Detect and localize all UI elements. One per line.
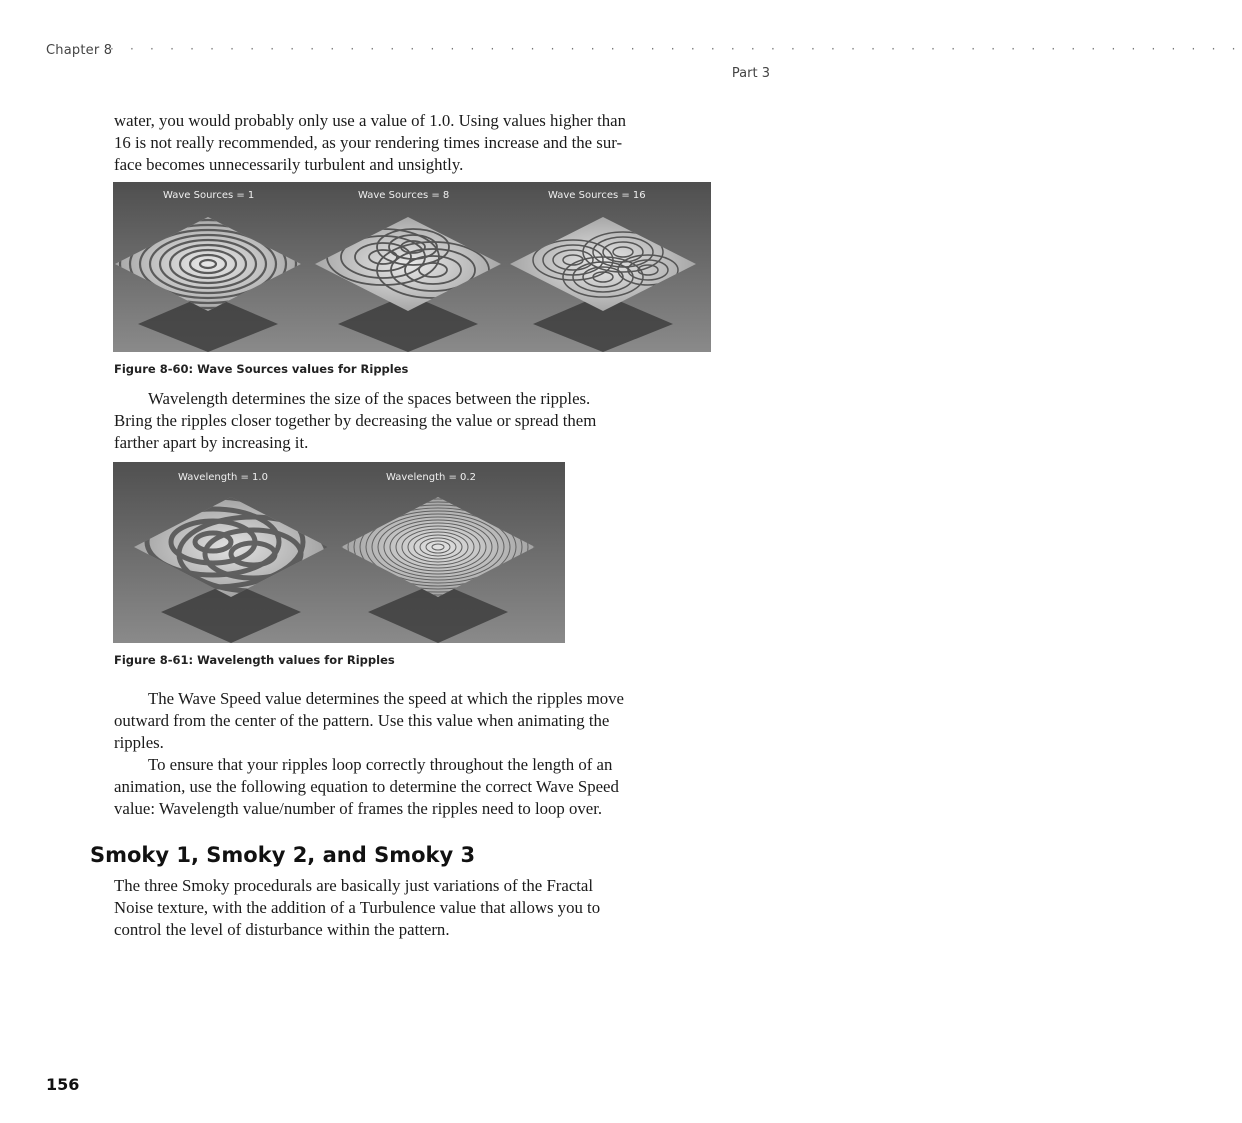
- text-line: The three Smoky procedurals are basically just variations of the Fractal: [114, 876, 594, 895]
- figure-label: Wave Sources = 1: [163, 190, 255, 201]
- paragraph-wave-speed: [114, 688, 714, 754]
- figure-8-61-image: [113, 462, 565, 643]
- figure-8-60-caption: Figure 8-60: Wave Sources values for Ripples: [114, 362, 409, 376]
- text-line: animation, use the following equation to determine the correct Wave Speed: [114, 777, 619, 796]
- text-line: Bring the ripples closer together by decreasing the value or spread them: [114, 411, 597, 430]
- header-dot-leader: · · · · · · · · · · · · · · · · · · · · · · · · · · · · · · · · · · · · · · · · · · · · · · · · · · · · · · · · ·: [110, 42, 1242, 56]
- text-line: Noise texture, with the addition of a Turbulence value that allows you to: [114, 898, 601, 917]
- text-line: farther apart by increasing it.: [114, 433, 309, 452]
- figure-label: Wavelength = 1.0: [178, 472, 268, 483]
- page-number: 156: [46, 1075, 80, 1094]
- text-line: To ensure that your ripples loop correctly throughout the length of an: [148, 755, 613, 774]
- paragraph-smoky: [114, 875, 714, 941]
- text-line: face becomes unnecessarily turbulent and unsightly.: [114, 155, 464, 174]
- figure-8-61-caption: Figure 8-61: Wavelength values for Ripples: [114, 653, 395, 667]
- figure-8-60-image: [113, 182, 711, 352]
- text-line: Wavelength determines the size of the spaces between the ripples.: [148, 389, 591, 408]
- paragraph-intro: [114, 110, 714, 176]
- figure-label: Wavelength = 0.2: [386, 472, 476, 483]
- section-heading: Smoky 1, Smoky 2, and Smoky 3: [90, 843, 476, 867]
- paragraph-loop: [114, 754, 714, 820]
- figure-label: Wave Sources = 8: [358, 190, 450, 201]
- paragraph-wavelength: [114, 388, 714, 454]
- text-line: value: Wavelength value/number of frames the ripples need to loop over.: [114, 799, 603, 818]
- text-line: outward from the center of the pattern. Use this value when animating the: [114, 711, 610, 730]
- figure-label: Wave Sources = 16: [548, 190, 646, 201]
- text-line: water, you would probably only use a value of 1.0. Using values higher than: [114, 111, 626, 130]
- text-line: The Wave Speed value determines the speed at which the ripples move: [148, 689, 624, 708]
- text-line: 16 is not really recommended, as your rendering times increase and the sur-: [114, 133, 623, 152]
- running-header-part: Part 3: [731, 66, 770, 81]
- text-line: ripples.: [114, 733, 164, 752]
- text-line: control the level of disturbance within the pattern.: [114, 920, 450, 939]
- running-header-chapter: Chapter 8: [46, 43, 113, 58]
